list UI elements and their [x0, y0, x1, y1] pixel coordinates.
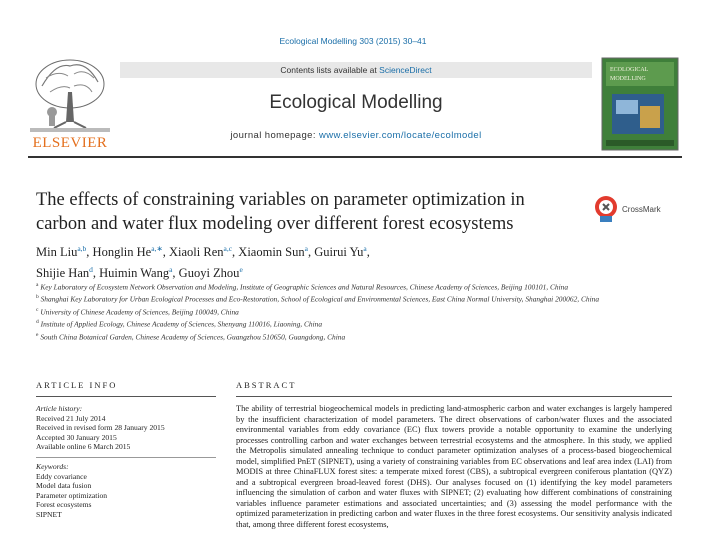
author-list: Min Liu$^{a,b}$, Honglin $He^{a,∗}$, Xiaoli Ren$^{a,c}$, Xiaomin Sun$^a$, Guirui Yu$^a$, Shijie Han$^d$, Huimin Wang$^a$, Guoyi Zhou$^e$: [36, 244, 370, 281]
cover-title-2: MODELLING: [610, 76, 646, 82]
abstract-heading: ABSTRACT: [236, 380, 297, 390]
affiliation: $^e$ South China Botanical Garden, Chinese Academy of Sciences, Guangzhou 510650, Guangdong, China: [36, 331, 346, 342]
elsevier-logo[interactable]: [28, 56, 112, 152]
author-sup[interactable]: a: [363, 244, 367, 253]
keyword: Forest ecosystems: [36, 500, 92, 510]
contents-strip: [120, 62, 592, 78]
journal-homepage: [120, 130, 592, 141]
author[interactable]: Huimin Wang$^a$: [99, 265, 173, 281]
contents-prefix: Contents lists available at: [280, 65, 377, 75]
author[interactable]: Xiaomin Sun$^a$: [238, 244, 308, 260]
article-info: [36, 404, 216, 520]
history-item: Received 21 July 2014: [36, 413, 106, 423]
keyword: Eddy covariance: [36, 471, 87, 481]
affiliation: $^d$ Institute of Applied Ecology, Chinese Academy of Sciences, Shenyang 110016, Liaoning, China: [36, 319, 323, 329]
author[interactable]: Guirui Yu$^a$: [314, 244, 367, 260]
journal-header: [28, 56, 682, 152]
author-sup[interactable]: a: [169, 265, 173, 275]
elsevier-tree-icon: [28, 56, 112, 134]
keyword: SIPNET: [36, 509, 62, 519]
journal-cover[interactable]: [598, 56, 682, 152]
article-info-rule: [36, 396, 216, 397]
keyword: Model data fusion: [36, 481, 92, 491]
journal-cover-image: [598, 56, 682, 152]
journal-banner: [120, 56, 592, 152]
author[interactable]: Xiaoli Ren$^{a,c}$: [168, 244, 233, 260]
author-sup[interactable]: a,c: [223, 244, 233, 253]
author[interactable]: Shijie Han$^d$: [36, 265, 93, 281]
author-sup[interactable]: e: [239, 265, 243, 275]
affiliations: [36, 280, 656, 342]
crossmark-label: CrossMark: [622, 205, 661, 214]
cover-title-1: ECOLOGICAL: [610, 67, 649, 73]
author[interactable]: Guoyi Zhou$^e$: [178, 265, 243, 281]
abstract-text: The ability of terrestrial biogeochemical models in predicting land-atmospheric carbon and water exchanges is largely hampered by the insufficient characterization of model parameters. The direct observations of carbon/water fluxes and the associated environmental variables from eddy covariance (EC) flux towers provide a notable opportunity to examine the underlying processes controlling carbon and water exchanges between terrestrial ecosystems and the atmosphere. In this study, we applied the Metropolis simulated annealing technique to conduct parameter optimization analyses of a process-based biogeochemical model, simplified PnET (SIPNET), using a variety of constraining variables from EC observations and leaf area index (LAI) from MODIS at three ChinaFLUX forest sites: a temperate mixed forest (CBS), a subtropical evergreen coniferous plantation (QYZ) and a subtropical evergreen broad-leaved forest (DHS). Our analyses focused on (1) identifying the key model parameters influencing the simulation of carbon and water fluxes with SIPNET; (2) evaluating how different combinations of constraining variables influence parameter estimations and associated uncertainties; and (3) assessing the model performance with the optimized parameterization in predicting carbon and water fluxes in the three forest ecosystems. Our sensitivity analysis indicated that, among three different forest ecosystems,: [236, 404, 672, 529]
author[interactable]: Honglin $He^{a,∗}$: [92, 244, 163, 260]
author-sup[interactable]: d: [89, 265, 93, 275]
affiliation: $^c$ University of Chinese Academy of Sciences, Beijing 100049, China: [36, 306, 239, 317]
author[interactable]: Min Liu$^{a,b}$: [36, 244, 87, 260]
history-item: Accepted 30 January 2015: [36, 432, 117, 442]
homepage-link[interactable]: www.elsevier.com/locate/ecolmodel: [318, 130, 482, 141]
journal-reference[interactable]: Ecological Modelling 303 (2015) 30–41: [279, 36, 427, 46]
history-item: Available online 6 March 2015: [36, 442, 131, 452]
crossmark-badge[interactable]: [594, 194, 674, 224]
elsevier-wordmark: ELSEVIER: [32, 135, 108, 151]
affiliation: $^a$ Key Laboratory of Ecosystem Network Observation and Modeling, Institute of Geographic Sciences and Natural Resources, Chinese Academy of Sciences, Beijing 100101, China: [36, 282, 569, 292]
abstract-rule: [236, 396, 672, 397]
article-title: The effects of constraining variables on parameter optimization in carbon and water flux modeling over different forest ecosystems: [36, 190, 525, 234]
history-item: Received in revised form 28 January 2015: [36, 423, 165, 433]
article-info-heading: ARTICLE INFO: [36, 380, 118, 390]
info-divider: [36, 457, 216, 458]
journal-title: Ecological Modelling: [269, 92, 443, 113]
keywords-label: Keywords:: [36, 461, 69, 471]
homepage-prefix: journal homepage:: [230, 130, 316, 141]
keyword: Parameter optimization: [36, 490, 108, 500]
affiliation: $^b$ Shanghai Key Laboratory for Urban Ecological Processes and Eco-Restoration, School of Ecological and Environmental Sciences, East China Normal University, Shanghai 200062, China: [36, 294, 600, 304]
crossmark-icon: [594, 194, 618, 224]
author-sup[interactable]: a,b: [77, 244, 87, 253]
history-label: Article history:: [36, 404, 83, 413]
author-sup[interactable]: a,∗: [151, 244, 163, 253]
author-sup[interactable]: a: [304, 244, 308, 253]
header-rule: [28, 156, 682, 158]
sciencedirect-link[interactable]: ScienceDirect: [379, 65, 432, 75]
